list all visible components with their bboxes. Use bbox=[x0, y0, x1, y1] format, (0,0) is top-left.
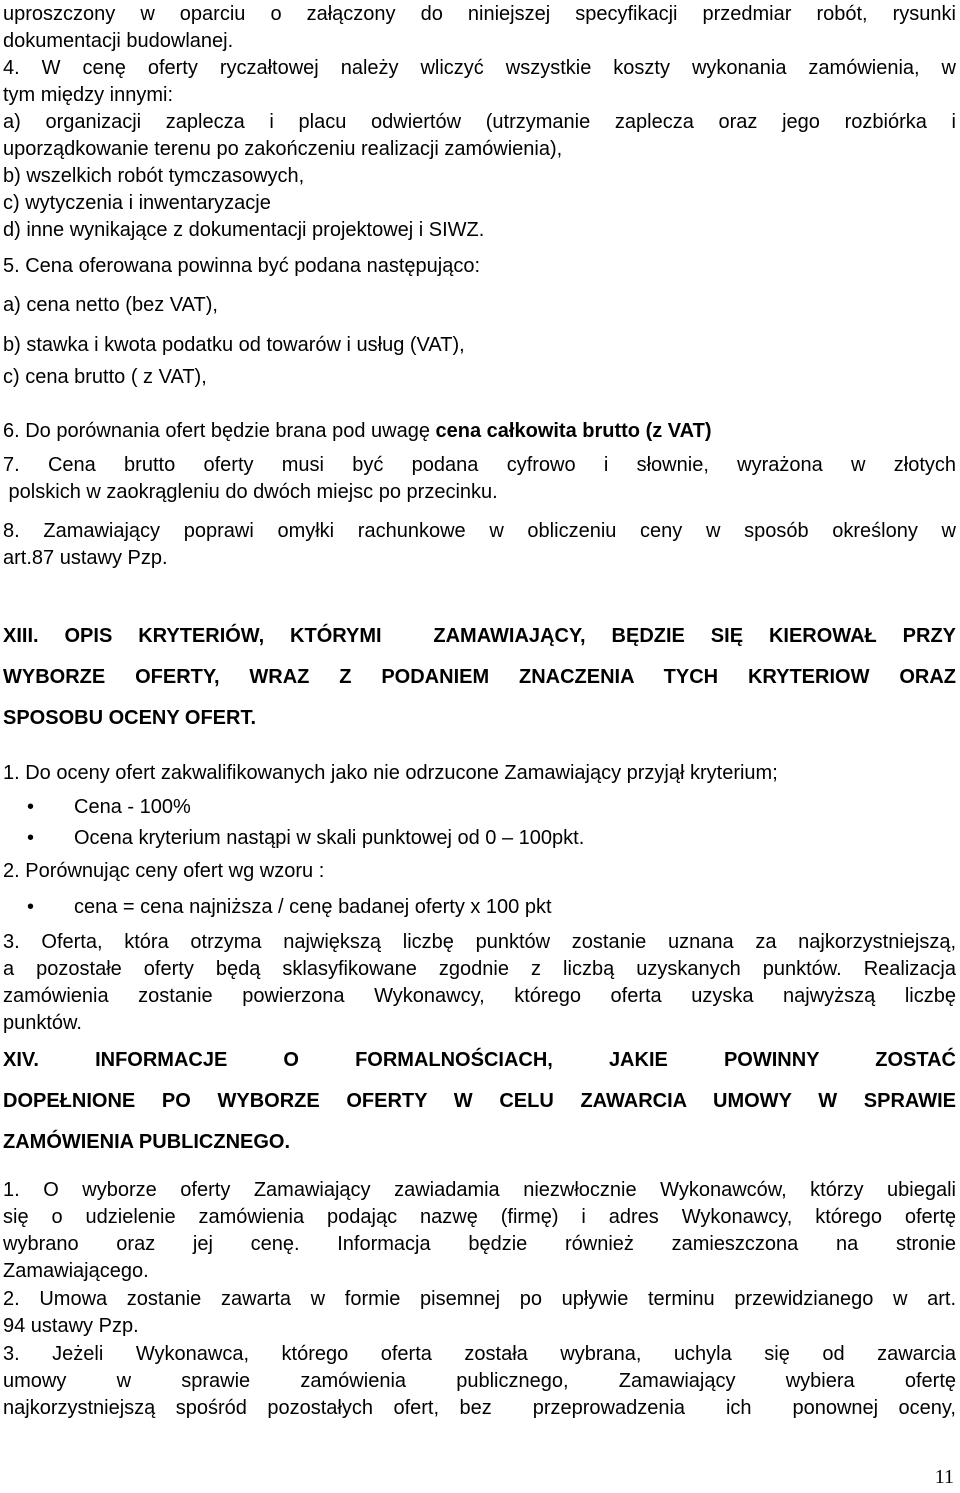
text-line: umowy w sprawie zamówienia publicznego, Zamawiający wybiera ofertę bbox=[3, 1370, 956, 1392]
bullet-icon: • bbox=[27, 896, 35, 918]
text-line: c) cena brutto ( z VAT), bbox=[3, 366, 207, 388]
text-line: Zamawiającego. bbox=[3, 1260, 149, 1282]
text-line: 3. Jeżeli Wykonawca, którego oferta została wybrana, uchyla się od zawarcia bbox=[3, 1343, 956, 1365]
page-number: 11 bbox=[934, 1466, 954, 1488]
list-item bbox=[3, 823, 956, 854]
bullet-icon: • bbox=[27, 827, 35, 849]
text-line: b) wszelkich robót tymczasowych, bbox=[3, 165, 305, 187]
heading-line: XIV. INFORMACJE O FORMALNOŚCIACH, JAKIE POWINNY ZOSTAĆ bbox=[3, 1049, 956, 1071]
text-line: wybrano oraz jej cenę. Informacja będzie również zamieszczona na stronie bbox=[3, 1233, 956, 1255]
text-line: b) stawka i kwota podatku od towarów i usług (VAT), bbox=[3, 334, 465, 356]
text-line: uporządkowanie terenu po zakończeniu realizacji zamówienia), bbox=[3, 138, 563, 160]
item-7 bbox=[3, 452, 956, 506]
text-line: 1. O wyborze oferty Zamawiający zawiadamia niezwłocznie Wykonawców, którzy ubiegali bbox=[3, 1179, 956, 1201]
text-line: 4. W cenę oferty ryczałtowej należy wliczyć wszystkie koszty wykonania zamówienia, w bbox=[3, 57, 956, 79]
bullet-icon: • bbox=[27, 796, 35, 818]
heading-line: XIII. OPIS KRYTERIÓW, KTÓRYMI ZAMAWIAJĄCY, BĘDZIE SIĘ KIEROWAŁ PRZY bbox=[3, 625, 956, 647]
text-line: 7. Cena brutto oferty musi być podana cyfrowo i słownie, wyrażona w złotych bbox=[3, 454, 956, 476]
list-item-text: Cena - 100% bbox=[74, 796, 191, 818]
heading-line: SPOSOBU OCENY OFERT. bbox=[3, 707, 257, 729]
heading-line: ZAMÓWIENIA PUBLICZNEGO. bbox=[3, 1131, 291, 1153]
text-line: a) organizacji zaplecza i placu odwiertów (utrzymanie zaplecza oraz jego rozbiórka i bbox=[3, 111, 956, 133]
text-line: 94 ustawy Pzp. bbox=[3, 1315, 139, 1337]
text-line: najkorzystniejszą spośród pozostałych ofert, bez przeprowadzenia ich ponownej oceny, bbox=[3, 1397, 956, 1419]
item-5 bbox=[3, 253, 956, 280]
text-line: się o udzielenie zamówienia podając nazwę (firmę) i adres Wykonawcy, którego ofertę bbox=[3, 1206, 956, 1228]
list-item bbox=[3, 792, 956, 823]
list-item-text: Ocena kryterium nastąpi w skali punktowej od 0 – 100pkt. bbox=[74, 827, 585, 849]
text-line: zamówienia zostanie powierzona Wykonawcy, którego oferta uzyska najwyższą liczbę bbox=[3, 985, 956, 1007]
intro-paragraph bbox=[3, 1, 956, 55]
section-14-p2 bbox=[3, 1286, 956, 1340]
list-item-text: cena = cena najniższa / cenę badanej oferty x 100 pkt bbox=[74, 896, 552, 918]
section-14-p3 bbox=[3, 1341, 956, 1422]
heading-line: DOPEŁNIONE PO WYBORZE OFERTY W CELU ZAWARCIA UMOWY W SPRAWIE bbox=[3, 1090, 956, 1112]
item-6-text: 6. Do porównania ofert będzie brana pod uwagę bbox=[3, 420, 436, 442]
list-item bbox=[3, 892, 956, 923]
text-line: polskich w zaokrągleniu do dwóch miejsc po przecinku. bbox=[3, 481, 498, 503]
section-13-p3 bbox=[3, 929, 956, 1037]
section-13-heading bbox=[3, 616, 956, 739]
section-13-bullets-1 bbox=[3, 792, 956, 854]
item-6-bold: cena całkowita brutto (z VAT) bbox=[435, 420, 712, 442]
text-line: 5. Cena oferowana powinna być podana następująco: bbox=[3, 255, 481, 277]
text-line: uproszczony w oparciu o załączony do niniejszej specyfikacji przedmiar robót, rysunki bbox=[3, 3, 956, 25]
text-line: 8. Zamawiający poprawi omyłki rachunkowe w obliczeniu ceny w sposób określony w bbox=[3, 520, 956, 542]
section-14-p1 bbox=[3, 1177, 956, 1285]
section-14-heading bbox=[3, 1040, 956, 1163]
text-line: dokumentacji budowlanej. bbox=[3, 30, 234, 52]
text-line: c) wytyczenia i inwentaryzacje bbox=[3, 192, 271, 214]
text-line: 2. Umowa zostanie zawarta w formie pisemnej po upływie terminu przewidzianego w art. bbox=[3, 1288, 956, 1310]
text-line: a) cena netto (bez VAT), bbox=[3, 294, 218, 316]
item-8 bbox=[3, 518, 956, 572]
text-line: tym między innymi: bbox=[3, 84, 174, 106]
section-13-p2: 2. Porównując ceny ofert wg wzoru : bbox=[3, 860, 325, 882]
heading-line: WYBORZE OFERTY, WRAZ Z PODANIEM ZNACZENIA TYCH KRYTERIOW ORAZ bbox=[3, 666, 956, 688]
text-line: a pozostałe oferty będą sklasyfikowane zgodnie z liczbą uzyskanych punktów. Realizacja bbox=[3, 958, 956, 980]
text-line: d) inne wynikające z dokumentacji projektowej i SIWZ. bbox=[3, 219, 485, 241]
section-13-bullets-2 bbox=[3, 892, 956, 923]
text-line: 3. Oferta, która otrzyma największą liczbę punktów zostanie uznana za najkorzystniejszą, bbox=[3, 931, 956, 953]
item-4 bbox=[3, 55, 956, 244]
item-6 bbox=[3, 418, 712, 445]
section-13-p1: 1. Do oceny ofert zakwalifikowanych jako nie odrzucone Zamawiający przyjął kryterium; bbox=[3, 762, 778, 784]
text-line: punktów. bbox=[3, 1012, 82, 1034]
text-line: art.87 ustawy Pzp. bbox=[3, 547, 168, 569]
